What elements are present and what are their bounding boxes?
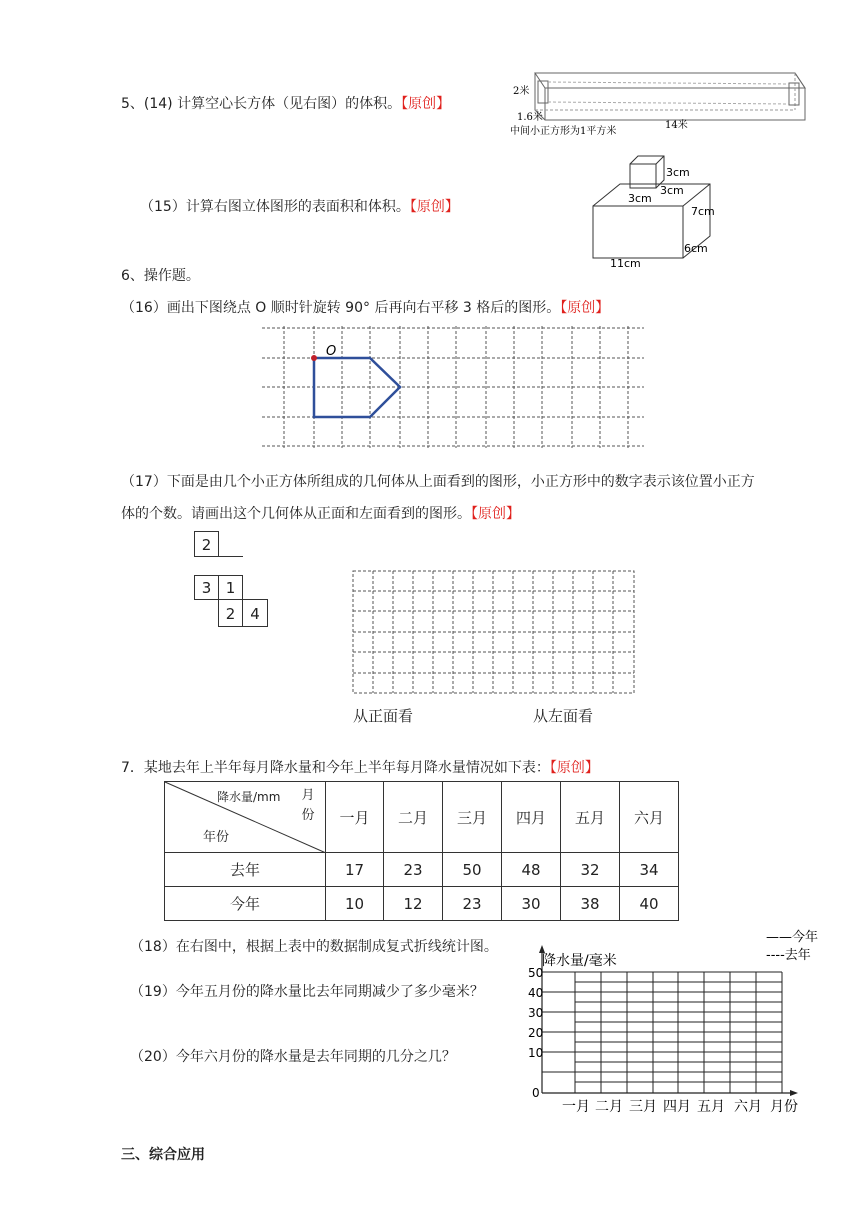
xtick: 三月 — [629, 1099, 657, 1115]
q16-body: （16）画出下图绕点 O 顺时针旋转 90° 后再向右平移 3 格后的图形。 — [121, 300, 561, 316]
label-note: 中间小正方形为1平方米 — [510, 126, 617, 137]
top-view-cell-bot-left: 2 — [218, 599, 243, 627]
month-header: 四月 — [502, 782, 561, 853]
table-cell: 38 — [561, 887, 620, 921]
q14-body: 5、(14) 计算空心长方体（见右图）的体积。 — [121, 96, 402, 112]
table-cell: 23 — [443, 887, 502, 921]
q17-tag: 【原创】 — [471, 506, 520, 522]
top-view-cell-bot-right: 4 — [242, 599, 268, 627]
top-view-cell-mid-left: 3 — [194, 575, 219, 600]
legend-last-year: ----去年 — [766, 948, 811, 963]
xtick: 一月 — [562, 1099, 590, 1115]
label-1-6m: 1.6米 — [517, 112, 543, 123]
q20-text: （20）今年六月份的降水量是去年同期的几分之几？ — [130, 1049, 456, 1065]
ytick: 50 — [528, 966, 544, 980]
month-header: 二月 — [384, 782, 443, 853]
q15-text — [140, 196, 459, 216]
hollow-cuboid-figure — [505, 68, 815, 138]
rotation-grid — [262, 326, 646, 450]
ytick: 40 — [528, 986, 544, 1000]
q7-tag: 【原创】 — [549, 760, 599, 776]
point-o — [311, 355, 317, 361]
line-chart-grid — [518, 925, 819, 1120]
q17-line1: （17）下面是由几个小正方体所组成的几何体从上面看到的图形，小正方形中的数字表示该位置小正方 — [121, 474, 755, 490]
table-header-row — [165, 782, 679, 853]
table-row — [165, 853, 679, 887]
view-grid — [352, 570, 637, 696]
table-cell: 32 — [561, 853, 620, 887]
q6-title: 6、操作题。 — [121, 268, 200, 284]
q19-text: （19）今年五月份的降水量比去年同期减少了多少毫米？ — [130, 984, 484, 1000]
q17-body: 体的个数。请画出这个几何体从正面和左面看到的图形。 — [121, 506, 471, 522]
row-label: 去年 — [165, 853, 326, 887]
top-view-cell-top: 2 — [194, 531, 219, 557]
left-view-label: 从左面看 — [533, 707, 594, 725]
row-label: 今年 — [165, 887, 326, 921]
q14-text — [121, 93, 450, 113]
table-cell: 17 — [326, 853, 384, 887]
table-cell: 30 — [502, 887, 561, 921]
label-3cm-w: 3cm — [628, 192, 652, 205]
label-3cm-d: 3cm — [660, 184, 684, 197]
chart-xlabel: 月份 — [770, 1099, 798, 1115]
q7-body: 7．某地去年上半年每月降水量和今年上半年每月降水量情况如下表： — [121, 760, 550, 776]
label-11cm: 11cm — [610, 257, 641, 270]
table-cell: 34 — [620, 853, 679, 887]
q16-tag: 【原创】 — [560, 300, 610, 316]
ytick: 30 — [528, 1006, 544, 1020]
q14-tag: 【原创】 — [401, 96, 451, 112]
corner-year: 年份 — [203, 830, 230, 845]
ytick: 0 — [532, 1086, 540, 1100]
q7-title — [121, 757, 599, 777]
label-14m: 14米 — [665, 120, 688, 131]
table-cell: 50 — [443, 853, 502, 887]
top-view-cell-mid-right: 1 — [218, 575, 243, 600]
ytick: 10 — [528, 1046, 544, 1060]
q16-text — [121, 297, 609, 317]
legend-this-year: ——今年 — [766, 930, 819, 945]
table-cell: 12 — [384, 887, 443, 921]
q17-line2 — [121, 503, 520, 523]
table-cell: 10 — [326, 887, 384, 921]
stacked-cube-figure — [590, 152, 730, 270]
xtick: 二月 — [595, 1099, 623, 1115]
q18-text: （18）在右图中，根据上表中的数据制成复式折线统计图。 — [130, 939, 498, 955]
front-view-label: 从正面看 — [353, 707, 414, 725]
month-header: 六月 — [620, 782, 679, 853]
rainfall-table — [164, 781, 679, 921]
table-cell: 40 — [620, 887, 679, 921]
table-row — [165, 887, 679, 921]
chart-ylabel: 降水量/毫米 — [542, 953, 617, 969]
label-6cm: 6cm — [684, 242, 708, 255]
xtick: 四月 — [663, 1099, 691, 1115]
ytick: 20 — [528, 1026, 544, 1040]
table-cell: 48 — [502, 853, 561, 887]
corner-rainfall: 降水量/mm — [217, 790, 281, 804]
label-2m: 2米 — [513, 86, 530, 97]
table-corner — [165, 782, 326, 853]
month-header: 五月 — [561, 782, 620, 853]
month-header: 三月 — [443, 782, 502, 853]
point-o-label: O — [326, 344, 337, 359]
month-header: 一月 — [326, 782, 384, 853]
q15-tag: 【原创】 — [409, 199, 459, 215]
section-3-title: 三、综合应用 — [121, 1147, 205, 1163]
label-7cm: 7cm — [691, 205, 715, 218]
q15-body: （15）计算右图立体图形的表面积和体积。 — [140, 199, 410, 215]
table-cell: 23 — [384, 853, 443, 887]
xtick: 五月 — [697, 1099, 725, 1115]
top-view-line — [219, 556, 243, 557]
xtick: 六月 — [734, 1099, 762, 1115]
corner-month: 月份 — [301, 788, 315, 823]
label-3cm-h: 3cm — [666, 166, 690, 179]
